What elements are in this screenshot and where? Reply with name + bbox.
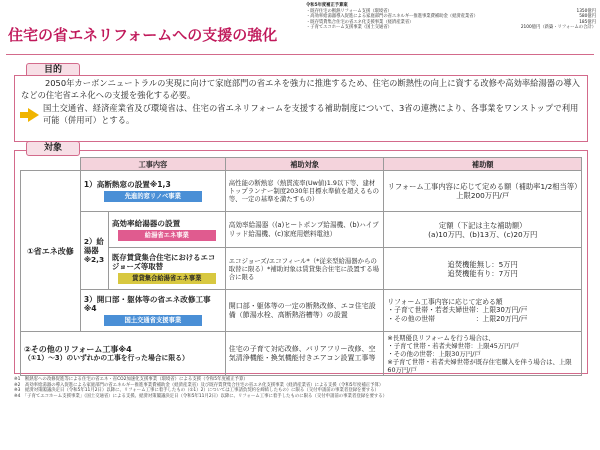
subject-rental: エコジョーズ/エコフィール*（*従来型給湯器からの取替に限る）*補助対象は賃貸集合住宅に設置する場合に限る [225, 248, 384, 290]
work-cell [80, 290, 225, 332]
footnote: ※3 経済対策閣議決定日（令和5年11月2日）以降に、リフォーム工事に着手したもの（①1）2）については工事請負契約を締結したもの）に限る（交付申請前の事業者登録を要する） [14, 388, 379, 394]
work-other-label: ②その他のリフォーム工事※4 [24, 344, 132, 354]
target-label: 対象 [26, 141, 80, 156]
budget-item: ・高効率給湯器導入促進による家庭部門の省エネルギー推進事業費補助金（経済産業省） 580億円 [306, 14, 596, 20]
work-window-label: 1）高断熱窓の設置※1,3 [83, 180, 171, 189]
support-table [20, 157, 582, 376]
purpose-text-2: 国土交通省、経済産業省及び環境省は、住宅の省エネリフォームを支援する補助制度について、3省の連携により、各事業をワンストップで利用可能（併用可）とする。 [43, 103, 579, 125]
footnote: ※2 高効率給湯器の導入促進による家庭部門の省エネルギー推進事業費補助金（経済産業省）及び既存賃貸集合住宅の省エネ化支援事業（経済産業省）による支援（令和5年度補正予算） [14, 382, 384, 388]
subject-window: 高性能の断熱窓（熱貫流率(Uw値)1.9以下等、建材トップランナー制度2030年目標水準値を超えるもの等、一定の基準を満たすもの） [225, 171, 384, 212]
work-other-sub: （①1）～3）のいずれかの工事を行った場合に限る） [24, 353, 189, 362]
table-row [21, 212, 582, 248]
header-work: 工事内容 [80, 158, 225, 171]
purpose-box [14, 75, 588, 142]
amount-window: リフォーム工事内容に応じて定める額（補助率1/2相当等）上限200万円/戸 [384, 171, 582, 212]
budget-box [306, 3, 596, 31]
budget-item: ・子育てエコホーム支援事業（国土交通省） 2100億円（新築・リフォームの合計） [306, 25, 596, 31]
amount-rental: 追焚機能無し：5万円 追焚機能有り：7万円 [384, 248, 582, 290]
title-divider [6, 54, 594, 55]
page-title: 住宅の省エネリフォームへの支援の強化 [8, 26, 278, 44]
header-amount: 補助額 [384, 158, 582, 171]
work-cell [80, 171, 225, 212]
amount-opening: リフォーム工事内容に応じて定める額 ・子育て世帯・若者夫婦世帯：上限30万円/戸 ・その他の世帯 ：上限20万円/戸 [384, 290, 582, 332]
subject-other: 住宅の子育て対応改修、バリアフリー改修、空気清浄機能・換気機能付きエアコン設置工事等 [225, 332, 384, 376]
subject-water-heater: 高効率給湯器（(a)ヒートポンプ給湯機、(b)ハイブリッド給湯機、(c)家庭用燃料電池） [225, 212, 384, 248]
badge-window-renovation: 先進的窓リノベ事業 [104, 191, 202, 202]
table-row [21, 332, 582, 376]
purpose-text-1: 2050年カーボンニュートラルの実現に向けて家庭部門の省エネを強力に推進するため、住宅の断熱性の向上に資する改修や高効率給湯器の導入などの住宅省エネ化への支援を強化する必要。 [21, 78, 580, 100]
work-water-heater-label: 高効率給湯器の設置 [111, 218, 181, 228]
table-row [21, 290, 582, 332]
badge-rental-housing: 賃貸集合給湯省エネ事業 [118, 273, 216, 284]
arrow-right-icon [28, 108, 39, 122]
footnotes [14, 377, 590, 399]
header-subject: 補助対象 [225, 158, 384, 171]
table-row [21, 171, 582, 212]
group-water-heater: 2）給湯器※2,3 [80, 212, 108, 290]
footnote: ※4 「子育てエコホーム支援事業」（国土交通省）による支援。経済対策閣議決定日（令和5年11月2日）以降に、リフォーム工事に着手したものに限る（交付申請前の事業者登録を要する） [14, 393, 388, 399]
work-cell [108, 212, 225, 248]
amount-other: ※長期優良リフォームを行う場合は、 ・子育て世帯・若者夫婦世帯：上限45万円/戸 ・その他の世帯：上限30万円/戸 ※子育て世帯・若者夫婦世帯が既存住宅購入を伴う場合は、上限60万円/戸 [384, 332, 582, 376]
purpose-label: 目的 [26, 63, 80, 78]
work-cell [21, 332, 226, 376]
work-rental-label: 既存賃貸集合住宅におけるエコジョーズ等取替 [111, 253, 216, 271]
budget-item: ・既存賃貸集合住宅の省エネ化支援事業（経済産業省） 185億円 [306, 19, 596, 25]
budget-heading: 令和5年度補正予算案 [306, 3, 348, 8]
subject-opening: 開口部・躯体等の一定の断熱改修、エコ住宅設備（節湯水栓、高断熱浴槽等）の設置 [225, 290, 384, 332]
table-header-row [21, 158, 582, 171]
amount-water-heater: 定額（下記は主な補助額） (a)10万円、(b)13万、(c)20万円 [384, 212, 582, 248]
work-opening-label: 3）開口部・躯体等の省エネ改修工事※4 [83, 295, 211, 313]
group-energy-retrofit: ①省エネ改修 [21, 171, 81, 332]
footnote: ※1 断熱窓への改修促進等による住宅の省エネ・省CO2加速化支援事業（環境省）による支援（令和5年度補正予算） [14, 377, 248, 382]
work-cell [108, 248, 225, 290]
budget-item: ・既存住宅の断熱リフォーム支援（環境省） 1350億円 [306, 8, 596, 14]
badge-mlit-support: 国土交通省支援事業 [104, 315, 202, 326]
badge-water-heater: 給湯省エネ事業 [118, 230, 216, 241]
